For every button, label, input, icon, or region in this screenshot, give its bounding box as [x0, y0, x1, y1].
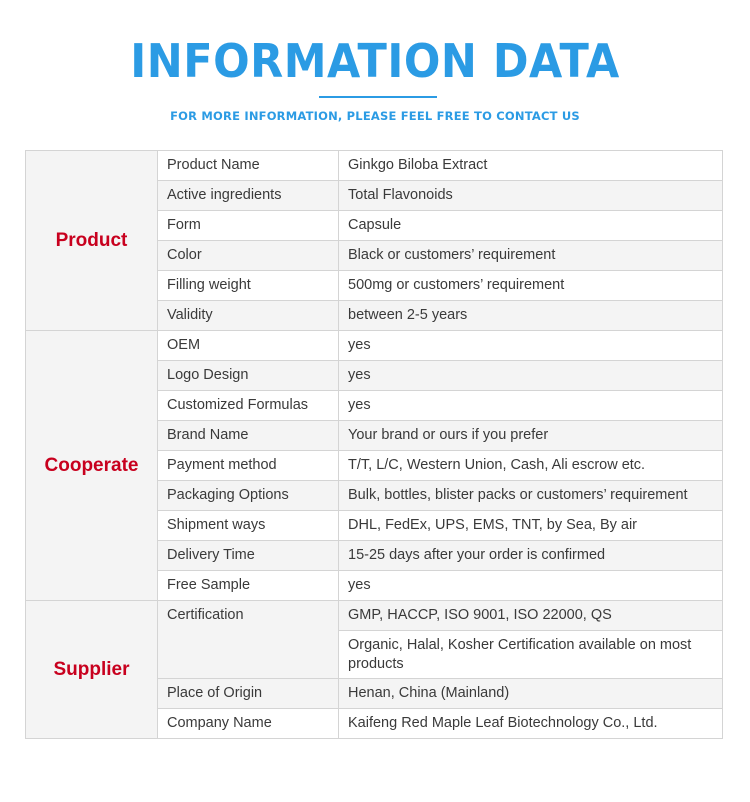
field-label: Delivery Time	[158, 541, 339, 571]
field-value: Your brand or ours if you prefer	[339, 421, 723, 451]
field-label: Logo Design	[158, 361, 339, 391]
title-underline	[319, 96, 437, 98]
field-value: between 2-5 years	[339, 301, 723, 331]
field-value: 500mg or customers’ requirement	[339, 271, 723, 301]
field-label: Customized Formulas	[158, 391, 339, 421]
field-value: GMP, HACCP, ISO 9001, ISO 22000, QS	[339, 601, 723, 631]
field-value: T/T, L/C, Western Union, Cash, Ali escrow etc.	[339, 451, 723, 481]
page-subtitle: FOR MORE INFORMATION, PLEASE FEEL FREE TO CONTACT US	[170, 109, 580, 123]
field-label: Brand Name	[158, 421, 339, 451]
field-label: Color	[158, 241, 339, 271]
field-label: Certification	[158, 601, 339, 679]
field-value: Kaifeng Red Maple Leaf Biotechnology Co., Ltd.	[339, 709, 723, 739]
field-value: Ginkgo Biloba Extract	[339, 151, 723, 181]
field-label: Shipment ways	[158, 511, 339, 541]
field-label: OEM	[158, 331, 339, 361]
field-value: yes	[339, 361, 723, 391]
field-label: Filling weight	[158, 271, 339, 301]
field-value: Organic, Halal, Kosher Certification available on most products	[339, 631, 723, 679]
group-label-supplier: Supplier	[26, 601, 158, 739]
field-value: Henan, China (Mainland)	[339, 679, 723, 709]
field-value: DHL, FedEx, UPS, EMS, TNT, by Sea, By air	[339, 511, 723, 541]
field-label: Place of Origin	[158, 679, 339, 709]
field-value: Bulk, bottles, blister packs or customers’ requirement	[339, 481, 723, 511]
field-value: yes	[339, 391, 723, 421]
field-value: Black or customers’ requirement	[339, 241, 723, 271]
field-value: 15-25 days after your order is confirmed	[339, 541, 723, 571]
field-value: yes	[339, 571, 723, 601]
field-label: Active ingredients	[158, 181, 339, 211]
field-value: Capsule	[339, 211, 723, 241]
field-label: Payment method	[158, 451, 339, 481]
field-label: Packaging Options	[158, 481, 339, 511]
field-label: Validity	[158, 301, 339, 331]
information-table	[25, 150, 723, 739]
field-value: Total Flavonoids	[339, 181, 723, 211]
field-label: Product Name	[158, 151, 339, 181]
page-title: INFORMATION DATA	[130, 35, 620, 89]
field-label: Company Name	[158, 709, 339, 739]
field-label: Form	[158, 211, 339, 241]
field-value: yes	[339, 331, 723, 361]
field-label: Free Sample	[158, 571, 339, 601]
group-label-product: Product	[26, 151, 158, 331]
group-label-cooperate: Cooperate	[26, 331, 158, 601]
